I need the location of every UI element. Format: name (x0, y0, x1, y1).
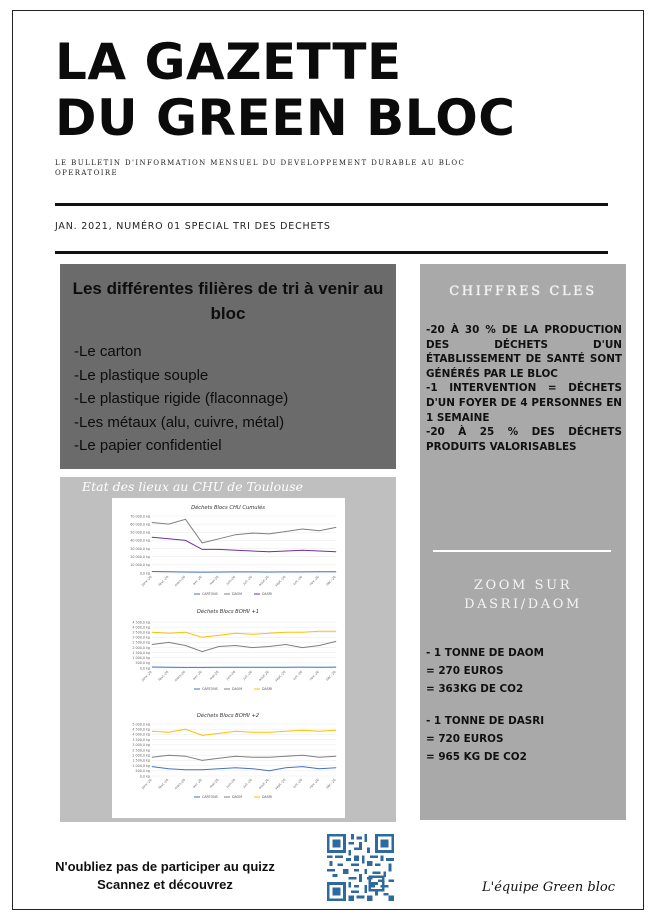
data-point (152, 522, 153, 523)
data-point (185, 519, 186, 520)
x-tick-label: mars-20 (173, 777, 187, 791)
list-item: -Les métaux (alu, cuivre, métal) (74, 413, 285, 431)
y-tick-label: 0,0 kg (139, 571, 150, 576)
data-point (219, 758, 220, 759)
list-item: -Le carton (74, 343, 142, 360)
chiffres-list (426, 323, 622, 454)
data-point (152, 571, 153, 572)
data-point (152, 632, 153, 633)
x-tick-label: nov.-20 (308, 669, 320, 682)
legend-label: DASRI (262, 795, 273, 799)
bottom-divider (55, 251, 608, 254)
y-tick-label: 4 000,0 kg (132, 732, 150, 737)
data-point (202, 572, 203, 573)
y-tick-label: 70 000,0 kg (130, 514, 150, 519)
data-point (269, 572, 270, 573)
data-point (336, 631, 337, 632)
data-point (202, 637, 203, 638)
x-tick-label: avr.-20 (191, 574, 203, 586)
zoom-list (426, 644, 622, 766)
x-tick-label: oct.-20 (292, 574, 304, 586)
y-tick-label: 2 500,0 kg (132, 748, 150, 753)
data-point (202, 543, 203, 544)
data-point (285, 531, 286, 532)
data-point (185, 540, 186, 541)
data-point (202, 549, 203, 550)
chiffres-heading: CHIFFRES CLES (449, 284, 597, 299)
y-tick-label: 0,0 kg (139, 774, 150, 779)
x-tick-label: mai-20 (208, 669, 220, 681)
data-point (336, 571, 337, 572)
x-tick-label: sept.-20 (274, 669, 287, 683)
data-point (319, 551, 320, 552)
data-point (269, 633, 270, 634)
data-point (202, 667, 203, 668)
chiffres-cles-box (420, 264, 626, 820)
y-tick-label: 60 000,0 kg (130, 522, 150, 527)
x-tick-label: juil.-20 (242, 574, 254, 586)
data-point (219, 549, 220, 550)
y-tick-label: 1 500,0 kg (132, 650, 150, 655)
chart-title: Déchets Blocs BOHII +1 (196, 609, 260, 615)
x-tick-label: avr.-20 (191, 669, 203, 681)
legend-label: DASRI (262, 592, 273, 596)
data-point (185, 729, 186, 730)
etat-des-lieux-box (60, 477, 396, 822)
list-item: -Le plastique souple (74, 366, 209, 384)
data-point (252, 757, 253, 758)
y-tick-label: 3 000,0 kg (132, 635, 150, 640)
data-point (152, 766, 153, 767)
y-tick-label: 5 000,0 kg (132, 722, 150, 727)
x-tick-label: déc.-20 (325, 574, 337, 587)
data-point (235, 633, 236, 634)
data-point (252, 572, 253, 573)
y-tick-label: 3 500,0 kg (132, 630, 150, 635)
y-tick-label: 20 000,0 kg (130, 555, 150, 560)
data-point (269, 770, 270, 771)
title-line-2: DU GREEN BLOC (55, 89, 516, 147)
x-tick-label: juin-20 (225, 574, 237, 586)
data-point (319, 571, 320, 572)
data-point (202, 760, 203, 761)
zoom-line: = 363KG DE CO2 (426, 683, 524, 695)
x-tick-label: mai-20 (208, 777, 220, 789)
data-point (168, 732, 169, 733)
x-tick-label: août-20 (257, 574, 270, 587)
data-point (285, 731, 286, 732)
x-tick-label: févr.-20 (157, 777, 170, 790)
legend-label: CARTONS (202, 795, 218, 799)
data-point (336, 730, 337, 731)
data-point (219, 768, 220, 769)
quizz-line-1: N'oubliez pas de participer au quizz (55, 859, 275, 874)
y-tick-label: 0,0 kg (139, 666, 150, 671)
x-tick-label: août-20 (257, 777, 270, 790)
filieres-box (60, 264, 396, 469)
zoom-heading (420, 576, 626, 614)
data-point (185, 632, 186, 633)
filieres-list (74, 340, 288, 458)
zoom-line: = 965 KG DE CO2 (426, 751, 527, 763)
x-tick-label: août-20 (257, 669, 270, 682)
data-point (302, 529, 303, 530)
data-point (285, 644, 286, 645)
data-point (185, 645, 186, 646)
y-tick-label: 1 000,0 kg (132, 656, 150, 661)
data-point (235, 667, 236, 668)
legend-label: DAOM (232, 795, 243, 799)
data-point (219, 646, 220, 647)
x-tick-label: sept.-20 (274, 777, 287, 791)
data-point (252, 551, 253, 552)
data-point (319, 530, 320, 531)
y-tick-label: 50 000,0 kg (130, 530, 150, 535)
x-tick-label: avr.-20 (191, 777, 203, 789)
data-point (202, 651, 203, 652)
zoom-spacer (426, 698, 622, 712)
data-point (336, 551, 337, 552)
x-tick-label: févr.-20 (157, 669, 170, 682)
x-tick-label: janv.-20 (140, 574, 153, 588)
quizz-line-2: Scannez et découvrez (97, 877, 233, 892)
zoom-heading-line-2: DASRI/DAOM (464, 597, 582, 612)
signature: L'équipe Green bloc (482, 880, 615, 895)
data-point (219, 667, 220, 668)
data-point (302, 730, 303, 731)
data-point (168, 667, 169, 668)
zoom-line: = 720 EUROS (426, 733, 504, 745)
legend-label: CARTONS (202, 687, 218, 691)
data-point (168, 768, 169, 769)
zoom-heading-line-1: ZOOM SUR (473, 578, 573, 593)
x-tick-label: juin-20 (225, 669, 237, 681)
data-point (168, 755, 169, 756)
data-point (185, 756, 186, 757)
x-tick-label: juin-20 (225, 777, 237, 789)
x-tick-label: déc.-20 (325, 669, 337, 682)
data-point (235, 645, 236, 646)
legend-label: DAOM (232, 687, 243, 691)
filieres-heading: Les différentes filières de tri à venir au bloc (72, 279, 384, 323)
data-point (269, 534, 270, 535)
data-point (319, 631, 320, 632)
data-point (168, 524, 169, 525)
chart-title: Déchets Blocs BOHII +2 (196, 713, 260, 719)
data-point (152, 731, 153, 732)
data-point (285, 667, 286, 668)
data-point (302, 647, 303, 648)
data-point (152, 537, 153, 538)
data-point (185, 769, 186, 770)
quizz-callout (15, 858, 315, 894)
series-line-daom (152, 641, 336, 651)
page-title (55, 34, 516, 146)
data-point (302, 550, 303, 551)
data-point (269, 551, 270, 552)
series-line-cartons (152, 572, 336, 573)
data-point (152, 667, 153, 668)
x-tick-label: sept.-20 (274, 574, 287, 588)
data-point (168, 538, 169, 539)
data-point (152, 644, 153, 645)
y-tick-label: 10 000,0 kg (130, 563, 150, 568)
y-tick-label: 3 500,0 kg (132, 737, 150, 742)
data-point (269, 732, 270, 733)
series-line-cartons (152, 767, 336, 771)
data-point (219, 572, 220, 573)
data-point (319, 645, 320, 646)
chiffre-item: -20 À 30 % DE LA PRODUCTION DES DÉCHETS D'UN ÉTABLISSEMENT DE SANTÉ SONT GÉNÉRÉS PAR LE BLOC (426, 324, 622, 380)
data-point (285, 632, 286, 633)
x-tick-label: janv.-20 (140, 777, 153, 791)
y-tick-label: 500,0 kg (135, 769, 150, 774)
y-tick-label: 4 500,0 kg (132, 727, 150, 732)
data-point (185, 572, 186, 573)
data-point (269, 646, 270, 647)
series-line-daom (152, 755, 336, 760)
data-point (235, 550, 236, 551)
data-point (252, 647, 253, 648)
x-tick-label: nov.-20 (308, 777, 320, 790)
chart-title: Déchets Blocs CHU Cumulés (191, 505, 265, 511)
x-tick-label: mars-20 (173, 669, 187, 683)
data-point (336, 641, 337, 642)
data-point (219, 538, 220, 539)
chiffres-divider (433, 550, 611, 552)
data-point (219, 635, 220, 636)
x-tick-label: juil.-20 (242, 669, 254, 681)
y-tick-label: 4 000,0 kg (132, 625, 150, 630)
x-tick-label: déc.-20 (325, 777, 337, 790)
data-point (168, 571, 169, 572)
data-point (252, 732, 253, 733)
data-point (235, 731, 236, 732)
y-tick-label: 4 500,0 kg (132, 620, 150, 625)
y-tick-label: 2 000,0 kg (132, 753, 150, 758)
x-tick-label: juil.-20 (242, 777, 254, 789)
data-point (302, 632, 303, 633)
title-line-1: LA GAZETTE (55, 33, 402, 91)
data-point (235, 534, 236, 535)
top-divider (55, 203, 608, 206)
data-point (252, 768, 253, 769)
data-point (269, 667, 270, 668)
data-point (202, 735, 203, 736)
x-tick-label: oct.-20 (292, 669, 304, 681)
legend-label: DAOM (232, 592, 243, 596)
data-point (202, 769, 203, 770)
data-point (319, 757, 320, 758)
issue-line: JAN. 2021, NUMÉRO 01 SPECIAL TRI DES DECHETS (55, 221, 331, 232)
y-tick-label: 1 500,0 kg (132, 758, 150, 763)
zoom-line: = 270 EUROS (426, 665, 504, 677)
data-point (252, 634, 253, 635)
series-line-dasri (152, 537, 336, 552)
y-tick-label: 500,0 kg (135, 661, 150, 666)
x-tick-label: févr.-20 (157, 574, 170, 587)
y-tick-label: 1 000,0 kg (132, 763, 150, 768)
zoom-line: - 1 TONNE DE DAOM (426, 647, 544, 659)
data-point (269, 757, 270, 758)
data-point (302, 766, 303, 767)
data-point (336, 667, 337, 668)
qr-code-icon[interactable] (327, 834, 394, 901)
y-tick-label: 3 000,0 kg (132, 743, 150, 748)
zoom-line: - 1 TONNE DE DASRI (426, 715, 545, 727)
etat-title: Etat des lieux au CHU de Toulouse (82, 479, 304, 494)
data-point (336, 767, 337, 768)
data-point (336, 756, 337, 757)
data-point (185, 667, 186, 668)
data-point (152, 757, 153, 758)
data-point (219, 733, 220, 734)
subtitle: LE BULLETIN D'INFORMATION MENSUEL DU DEVELOPPEMENT DURABLE AU BLOC OPERATOIRE (55, 159, 466, 177)
chiffre-item: -20 À 25 % DES DÉCHETS PRODUITS VALORISABLES (426, 426, 622, 453)
y-tick-label: 2 000,0 kg (132, 645, 150, 650)
data-point (302, 572, 303, 573)
data-point (319, 731, 320, 732)
data-point (319, 768, 320, 769)
x-tick-label: oct.-20 (292, 777, 304, 789)
data-point (302, 755, 303, 756)
data-point (285, 572, 286, 573)
data-point (252, 533, 253, 534)
data-point (235, 767, 236, 768)
data-point (252, 667, 253, 668)
list-item: -Le plastique rigide (flaconnage) (74, 390, 289, 407)
chiffre-item: -1 INTERVENTION = DÉCHETS D'UN FOYER DE 4 PERSONNES EN 1 SEMAINE (426, 382, 622, 424)
data-point (302, 667, 303, 668)
charts-svg (112, 498, 345, 818)
data-point (319, 667, 320, 668)
data-point (285, 551, 286, 552)
charts-panel (112, 498, 345, 818)
x-tick-label: mars-20 (173, 574, 187, 588)
data-point (235, 572, 236, 573)
data-point (235, 756, 236, 757)
x-tick-label: janv.-20 (140, 669, 153, 683)
y-tick-label: 40 000,0 kg (130, 538, 150, 543)
data-point (336, 527, 337, 528)
y-tick-label: 30 000,0 kg (130, 546, 150, 551)
data-point (285, 756, 286, 757)
x-tick-label: mai-20 (208, 574, 220, 586)
x-tick-label: nov.-20 (308, 574, 320, 587)
legend-label: CARTONS (202, 592, 218, 596)
data-point (285, 767, 286, 768)
data-point (168, 633, 169, 634)
data-point (168, 642, 169, 643)
legend-label: DASRI (262, 687, 273, 691)
list-item: -Le papier confidentiel (74, 437, 222, 454)
y-tick-label: 2 500,0 kg (132, 640, 150, 645)
